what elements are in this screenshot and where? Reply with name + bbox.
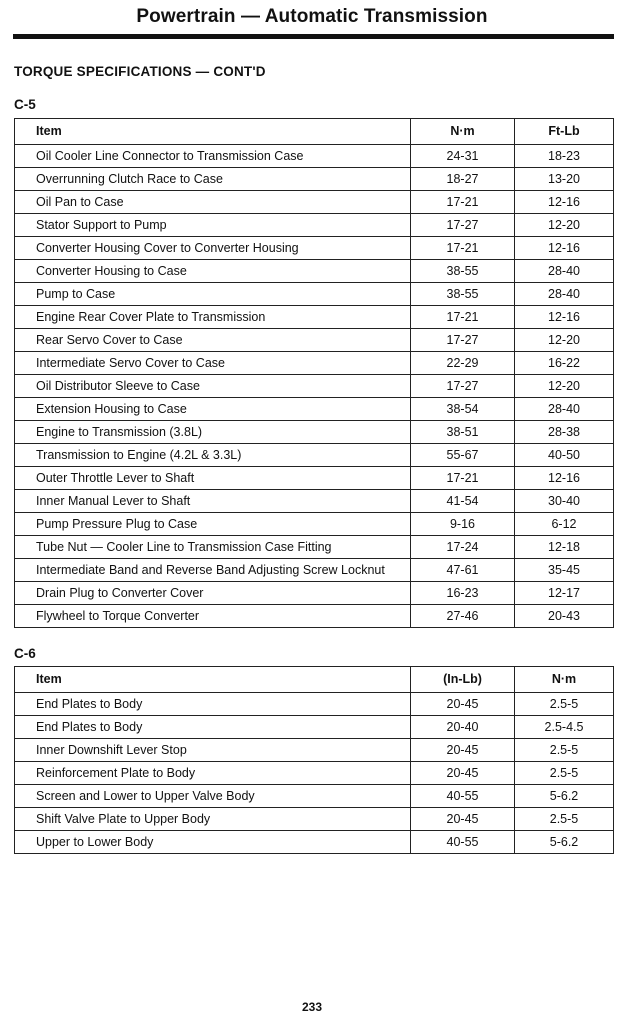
cell-value-2: 12-20 [515,214,614,237]
column-header-item: Item [15,667,411,693]
cell-item: Stator Support to Pump [15,214,411,237]
table-row [15,168,614,191]
cell-value-1: 17-21 [411,191,515,214]
cell-value-1: 9-16 [411,513,515,536]
cell-value-2: 12-16 [515,306,614,329]
cell-item: Rear Servo Cover to Case [15,329,411,352]
table-row [15,260,614,283]
cell-value-2: 13-20 [515,168,614,191]
cell-value-2: 28-40 [515,283,614,306]
cell-item: End Plates to Body [15,693,411,716]
cell-value-2: 6-12 [515,513,614,536]
cell-item: Shift Valve Plate to Upper Body [15,808,411,831]
cell-value-2: 28-38 [515,421,614,444]
cell-value-2: 12-16 [515,467,614,490]
cell-item: Reinforcement Plate to Body [15,762,411,785]
cell-value-2: 2.5-5 [515,693,614,716]
cell-value-2: 12-20 [515,329,614,352]
cell-value-1: 17-21 [411,237,515,260]
cell-value-1: 55-67 [411,444,515,467]
table-row [15,398,614,421]
cell-value-2: 12-18 [515,536,614,559]
cell-value-1: 17-27 [411,375,515,398]
cell-value-2: 12-16 [515,191,614,214]
cell-item: End Plates to Body [15,716,411,739]
cell-value-1: 38-51 [411,421,515,444]
table-row [15,421,614,444]
cell-item: Engine Rear Cover Plate to Transmission [15,306,411,329]
cell-value-2: 2.5-5 [515,739,614,762]
torque-table-c6 [14,666,614,854]
table-row [15,605,614,628]
cell-value-2: 2.5-5 [515,762,614,785]
cell-value-2: 12-20 [515,375,614,398]
cell-value-2: 18-23 [515,145,614,168]
cell-value-1: 20-45 [411,762,515,785]
cell-value-1: 40-55 [411,785,515,808]
table-header-row [15,119,614,145]
table-row [15,283,614,306]
table-row [15,467,614,490]
table-row [15,693,614,716]
table-label-c6: C-6 [14,646,36,661]
cell-value-1: 17-24 [411,536,515,559]
cell-item: Pump to Case [15,283,411,306]
cell-item: Drain Plug to Converter Cover [15,582,411,605]
cell-item: Intermediate Band and Reverse Band Adjusting Screw Locknut [15,559,411,582]
cell-value-1: 20-45 [411,693,515,716]
cell-item: Engine to Transmission (3.8L) [15,421,411,444]
cell-value-2: 5-6.2 [515,831,614,854]
cell-value-1: 38-55 [411,260,515,283]
table-row [15,237,614,260]
table-row [15,444,614,467]
cell-value-1: 27-46 [411,605,515,628]
section-heading: TORQUE SPECIFICATIONS — CONT'D [14,64,266,79]
cell-value-2: 2.5-5 [515,808,614,831]
cell-item: Oil Cooler Line Connector to Transmission Case [15,145,411,168]
title-rule [13,34,614,39]
table-row [15,716,614,739]
cell-value-2: 12-17 [515,582,614,605]
cell-value-1: 17-27 [411,329,515,352]
cell-item: Transmission to Engine (4.2L & 3.3L) [15,444,411,467]
cell-value-1: 24-31 [411,145,515,168]
cell-item: Oil Pan to Case [15,191,411,214]
table-row [15,536,614,559]
cell-value-2: 28-40 [515,398,614,421]
table-row [15,375,614,398]
table-header-row [15,667,614,693]
cell-value-1: 41-54 [411,490,515,513]
cell-value-1: 20-40 [411,716,515,739]
cell-value-2: 30-40 [515,490,614,513]
column-header-inlb: (In-Lb) [411,667,515,693]
cell-value-1: 17-21 [411,467,515,490]
cell-value-1: 18-27 [411,168,515,191]
cell-value-2: 5-6.2 [515,785,614,808]
cell-value-1: 22-29 [411,352,515,375]
table-row [15,831,614,854]
cell-value-2: 12-16 [515,237,614,260]
column-header-ftlb: Ft-Lb [515,119,614,145]
cell-value-1: 17-21 [411,306,515,329]
page-number: 233 [301,1000,323,1014]
cell-item: Inner Manual Lever to Shaft [15,490,411,513]
cell-value-1: 47-61 [411,559,515,582]
cell-item: Upper to Lower Body [15,831,411,854]
cell-item: Flywheel to Torque Converter [15,605,411,628]
cell-item: Screen and Lower to Upper Valve Body [15,785,411,808]
table-row [15,490,614,513]
cell-item: Extension Housing to Case [15,398,411,421]
table-row [15,306,614,329]
cell-item: Converter Housing Cover to Converter Housing [15,237,411,260]
cell-value-1: 20-45 [411,808,515,831]
cell-value-2: 40-50 [515,444,614,467]
page-title: Powertrain — Automatic Transmission [136,6,488,27]
cell-item: Converter Housing to Case [15,260,411,283]
cell-item: Inner Downshift Lever Stop [15,739,411,762]
table-row [15,513,614,536]
cell-value-2: 28-40 [515,260,614,283]
table-row [15,739,614,762]
cell-value-1: 38-55 [411,283,515,306]
cell-item: Outer Throttle Lever to Shaft [15,467,411,490]
torque-table-c5 [14,118,614,628]
cell-value-1: 20-45 [411,739,515,762]
table-row [15,352,614,375]
cell-item: Oil Distributor Sleeve to Case [15,375,411,398]
table-row [15,785,614,808]
cell-value-1: 16-23 [411,582,515,605]
cell-item: Tube Nut — Cooler Line to Transmission Case Fitting [15,536,411,559]
cell-value-1: 17-27 [411,214,515,237]
table-row [15,559,614,582]
cell-value-2: 35-45 [515,559,614,582]
cell-value-2: 16-22 [515,352,614,375]
table-row [15,582,614,605]
cell-item: Overrunning Clutch Race to Case [15,168,411,191]
column-header-nm: N·m [411,119,515,145]
table-row [15,808,614,831]
cell-item: Intermediate Servo Cover to Case [15,352,411,375]
cell-value-2: 20-43 [515,605,614,628]
column-header-item: Item [15,119,411,145]
cell-item: Pump Pressure Plug to Case [15,513,411,536]
table-row [15,214,614,237]
cell-value-2: 2.5-4.5 [515,716,614,739]
table-row [15,762,614,785]
column-header-nm: N·m [515,667,614,693]
cell-value-1: 38-54 [411,398,515,421]
table-row [15,329,614,352]
table-label-c5: C-5 [14,97,36,112]
cell-value-1: 40-55 [411,831,515,854]
table-row [15,145,614,168]
table-row [15,191,614,214]
